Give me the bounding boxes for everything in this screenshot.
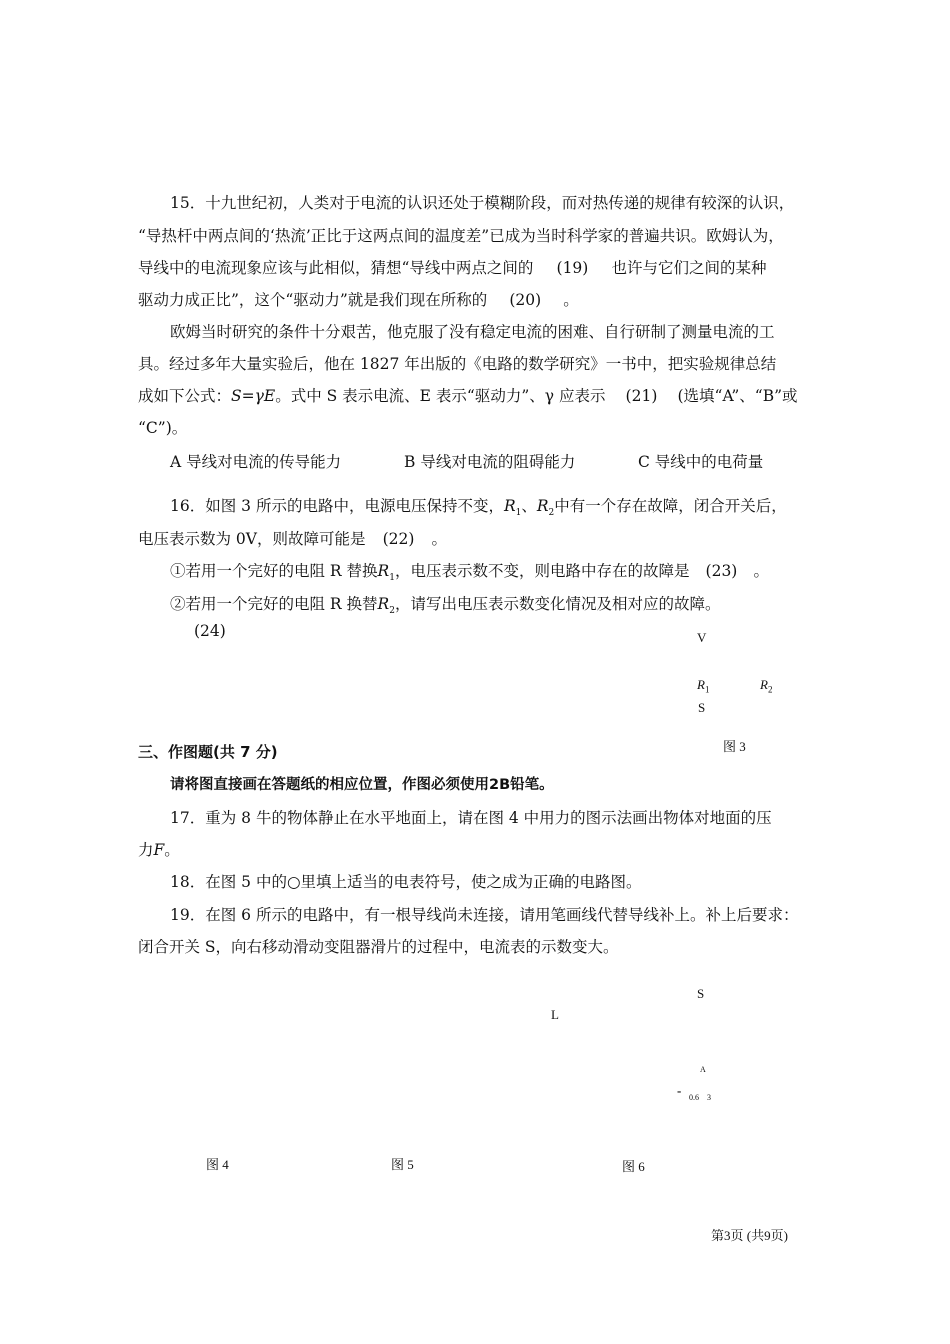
- fig5-lamp-label: L: [551, 1007, 559, 1022]
- r1-subscript-2: 1: [389, 573, 395, 584]
- fig6-switch-label: S: [697, 986, 705, 1001]
- r2-subscript-2: 2: [389, 606, 395, 617]
- fig6-ammeter-label: A: [700, 1065, 706, 1074]
- fig6-terminal-3: 3: [707, 1093, 711, 1102]
- q19-line-1: 19．在图 6 所示的电路中，有一根导线尚未连接，请用笔画线代替导线补上。补上后要求：: [170, 906, 799, 924]
- fig3-r2-sub: 2: [767, 684, 773, 695]
- q18-line-1: 18．在图 5 中的○里填上适当的电表符号，使之成为正确的电路图。: [170, 873, 642, 891]
- q16-line-4: [170, 594, 830, 621]
- blank-20: (20): [509, 291, 542, 309]
- r1-subscript: 1: [515, 508, 522, 519]
- q15-line-3-text-b: 也许与它们之间的某种: [611, 259, 767, 277]
- note-text-end: 铅笔。: [510, 777, 554, 793]
- section-3-note: [170, 775, 830, 795]
- fig4-caption: 图 4: [206, 1157, 229, 1172]
- blank-19: (19): [556, 259, 589, 277]
- fig3-switch-label: S: [698, 700, 706, 715]
- q15-line-7: [138, 386, 828, 406]
- q15-line-7-text: 成如下公式：: [138, 387, 232, 405]
- option-a: A 导线对电流的传导能力: [170, 453, 342, 471]
- q16-line-2: [138, 529, 828, 549]
- r2-symbol-2: R: [377, 595, 390, 613]
- q15-line-7-text-b: 。式中 S 表示电流、E 表示“驱动力”、γ 应表示: [275, 387, 606, 405]
- fig6-caption: 图 6: [622, 1159, 645, 1174]
- q16-line-1: [170, 496, 830, 523]
- q16-line-2-text: 电压表示数为 0V，则故障可能是: [138, 530, 366, 548]
- q16-line-4-text-b: ，请写出电压表示数变化情况及相对应的故障。: [394, 595, 721, 613]
- option-b: B 导线对电流的阻碍能力: [404, 453, 576, 471]
- q16-line-1-text-b: 中有一个存在故障，闭合开关后，: [554, 497, 787, 515]
- q16-line-2-end: 。: [431, 530, 447, 548]
- fig3-r2-label: [760, 677, 772, 695]
- note-text: 请将图直接画在答题纸的相应位置，作图必须使用: [170, 777, 489, 793]
- q16-line-3: [170, 561, 830, 588]
- pencil-grade: 2B: [489, 777, 511, 793]
- q15-line-5: 欧姆当时研究的条件十分艰苦，他克服了没有稳定电流的困难、自行研制了测量电流的工: [170, 323, 775, 341]
- blank-22: (22): [382, 530, 415, 548]
- force-symbol: F: [153, 841, 165, 859]
- page-number: 第3页 (共9页): [711, 1228, 788, 1243]
- fig6-terminal-06: 0.6: [689, 1093, 699, 1102]
- q15-line-8: “C”)。: [138, 419, 188, 437]
- q16-line-4-text: ②若用一个完好的电阻 R 换替: [170, 595, 378, 613]
- q15-line-3: [138, 258, 828, 278]
- r2-subscript: 2: [548, 508, 555, 519]
- fig3-r2-symbol: R: [760, 677, 768, 692]
- blank-23: (23): [705, 562, 738, 580]
- q15-line-4-end: 。: [563, 291, 579, 309]
- fig5-caption: 图 5: [391, 1157, 414, 1172]
- r2-symbol: R: [536, 497, 549, 515]
- q15-line-1: 15．十九世纪初，人类对于电流的认识还处于模糊阶段，而对热传递的规律有较深的认识，: [170, 194, 795, 212]
- ohm-formula: S=γE: [231, 387, 276, 405]
- fig3-r1-label: [697, 677, 709, 695]
- q15-line-3-text: 导线中的电流现象应该与此相似，猜想“导线中两点之间的: [138, 259, 534, 277]
- fig3-voltmeter-label: V: [697, 630, 707, 645]
- q19-line-2: 闭合开关 S，向右移动滑动变阻器滑片的过程中，电流表的示数变大。: [138, 938, 619, 956]
- fig6-minus-terminal: -: [677, 1083, 682, 1098]
- q15-line-2: “导热杆中两点间的‘热流’正比于这两点间的温度差”已成为当时科学家的普遍共识。欧姆认为，: [138, 227, 784, 245]
- q17-line-2-text: 力: [138, 841, 154, 859]
- q17-line-2-end: 。: [164, 841, 180, 859]
- q15-line-7-text-c: (选填“A”、“B”或: [677, 387, 798, 405]
- q16-line-3-text: ①若用一个完好的电阻 R 替换: [170, 562, 378, 580]
- blank-21: (21): [625, 387, 658, 405]
- q17-line-1: 17．重为 8 牛的物体静止在水平地面上，请在图 4 中用力的图示法画出物体对地面的压: [170, 809, 772, 827]
- q15-line-4-text: 驱动力成正比”，这个“驱动力”就是我们现在所称的: [138, 291, 488, 309]
- blank-24: (24): [194, 622, 226, 640]
- option-c: C 导线中的电荷量: [638, 453, 764, 471]
- q16-line-1-text: 16．如图 3 所示的电路中，电源电压保持不变，: [170, 497, 504, 515]
- fig3-r1-symbol: R: [697, 677, 705, 692]
- q16-line-3-text-b: ，电压表示数不变，则电路中存在的故障是: [394, 562, 690, 580]
- r1-symbol: R: [503, 497, 516, 515]
- q17-line-2: [138, 840, 828, 860]
- q15-line-4: [138, 290, 828, 310]
- q15-line-6: 具。经过多年大量实验后，他在 1827 年出版的《电路的数学研究》一书中，把实验规律总结: [138, 355, 777, 373]
- r1-symbol-2: R: [377, 562, 390, 580]
- fig3-r1-sub: 1: [704, 684, 710, 695]
- fig3-caption: 图 3: [723, 739, 746, 754]
- q16-line-3-end: 。: [753, 562, 769, 580]
- separator: 、: [521, 497, 537, 515]
- section-3-heading: 三、作图题(共 7 分): [138, 743, 278, 761]
